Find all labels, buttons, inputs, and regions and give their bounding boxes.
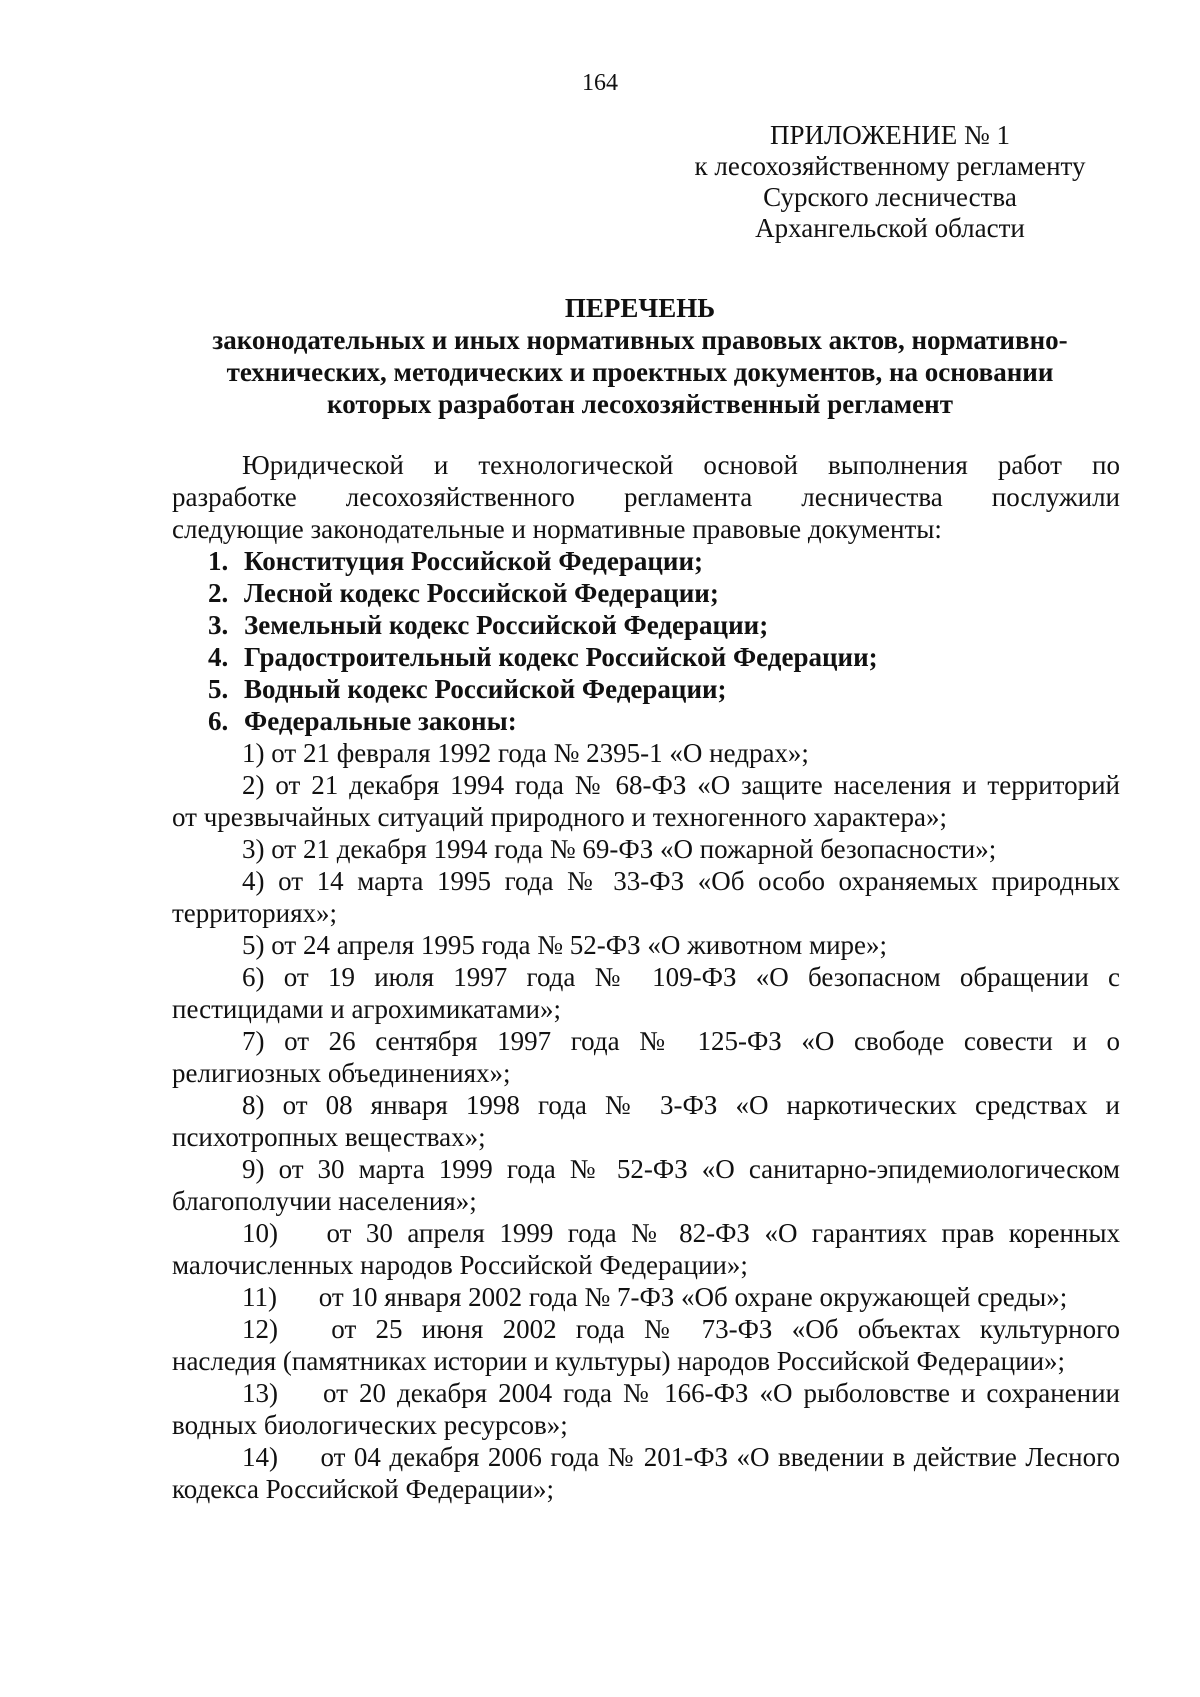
list-item — [172, 545, 1120, 577]
intro-line: Юридической и технологической основой выполнения работ по — [242, 450, 1120, 480]
law-entry — [172, 1441, 1120, 1505]
title-line: законодательных и иных нормативных правовых актов, нормативно- — [212, 325, 1068, 355]
law-first-line — [172, 1281, 1120, 1313]
law-first-line — [172, 769, 1120, 801]
list-item-text: Конституция Российской Федерации; — [244, 546, 703, 576]
law-continuation: психотропных веществах»; — [172, 1122, 486, 1152]
law-text: от 14 марта 1995 года № 33-ФЗ «Об особо охраняемых природных — [278, 866, 1120, 896]
law-entry — [172, 1281, 1120, 1313]
law-first-line — [172, 865, 1120, 897]
list-item-number: 6. — [208, 706, 229, 736]
federal-laws-list — [172, 737, 1120, 1505]
law-text: от 04 декабря 2006 года № 201-ФЗ «О введении в действие Лесного — [320, 1442, 1120, 1472]
law-continuation: благополучии населения»; — [172, 1186, 477, 1216]
law-number: 3) — [242, 834, 265, 864]
appendix-line: Архангельской области — [755, 213, 1025, 243]
law-number: 8) — [242, 1090, 265, 1120]
law-number: 2) — [242, 770, 265, 800]
law-entry — [172, 737, 1120, 769]
law-first-line — [172, 1089, 1120, 1121]
law-entry — [172, 961, 1120, 1025]
law-entry — [172, 1025, 1120, 1089]
law-number: 13) — [242, 1378, 278, 1408]
law-text: от 08 января 1998 года № 3-ФЗ «О наркотических средствах и — [282, 1090, 1120, 1120]
list-item-text: Лесной кодекс Российской Федерации; — [244, 578, 719, 608]
law-entry — [172, 929, 1120, 961]
law-text: от 21 декабря 1994 года № 69-ФЗ «О пожарной безопасности»; — [271, 834, 997, 864]
title-line: технических, методических и проектных документов, на основании — [226, 357, 1054, 387]
law-first-line — [172, 961, 1120, 993]
law-number: 12) — [242, 1314, 278, 1344]
law-number: 5) — [242, 930, 265, 960]
law-number: 14) — [242, 1442, 278, 1472]
list-item — [172, 673, 1120, 705]
law-first-line — [172, 1441, 1120, 1473]
law-text: от 30 марта 1999 года № 52-ФЗ «О санитарно-эпидемиологическом — [278, 1154, 1121, 1184]
law-continuation: водных биологических ресурсов»; — [172, 1410, 568, 1440]
intro-paragraph — [172, 449, 1120, 545]
page-number: 164 — [582, 70, 618, 96]
law-first-line — [172, 1313, 1120, 1345]
law-continuation: кодекса Российской Федерации»; — [172, 1474, 555, 1504]
law-continuation: малочисленных народов Российской Федерации»; — [172, 1250, 748, 1280]
appendix-line: ПРИЛОЖЕНИЕ № 1 — [769, 120, 1011, 150]
law-continuation: наследия (памятниках истории и культуры) народов Российской Федерации»; — [172, 1346, 1066, 1376]
list-item-number: 1. — [208, 546, 229, 576]
law-first-line — [172, 929, 1120, 961]
intro-line: следующие законодательные и нормативные правовые документы: — [172, 514, 942, 544]
list-item-number: 5. — [208, 674, 229, 704]
law-text: от 20 декабря 2004 года № 166-ФЗ «О рыболовстве и сохранении — [323, 1378, 1121, 1408]
law-entry — [172, 769, 1120, 833]
list-item-number: 2. — [208, 578, 229, 608]
law-entry — [172, 1153, 1120, 1217]
law-number: 7) — [242, 1026, 265, 1056]
law-continuation: пестицидами и агрохимикатами»; — [172, 994, 561, 1024]
law-number: 11) — [242, 1282, 277, 1312]
law-text: от 19 июля 1997 года № 109-ФЗ «О безопасном обращении с — [283, 962, 1120, 992]
law-entry — [172, 1313, 1120, 1377]
law-first-line — [172, 1217, 1120, 1249]
list-item — [172, 577, 1120, 609]
list-item-text: Земельный кодекс Российской Федерации; — [244, 610, 769, 640]
law-number: 4) — [242, 866, 265, 896]
law-first-line — [172, 737, 1120, 769]
law-first-line — [172, 1377, 1120, 1409]
list-item-number: 4. — [208, 642, 229, 672]
law-text: от 21 декабря 1994 года № 68-ФЗ «О защите населения и территорий — [275, 770, 1120, 800]
law-entry — [172, 833, 1120, 865]
document-body — [172, 449, 1120, 1505]
law-text: от 25 июня 2002 года № 73-ФЗ «Об объектах культурного — [331, 1314, 1121, 1344]
law-entry — [172, 1377, 1120, 1441]
law-first-line — [172, 833, 1120, 865]
law-first-line — [172, 1153, 1120, 1185]
law-text: от 26 сентября 1997 года № 125-ФЗ «О свободе совести и о — [284, 1026, 1121, 1056]
law-entry — [172, 1089, 1120, 1153]
title-line: которых разработан лесохозяйственный регламент — [327, 389, 953, 419]
law-entry — [172, 1217, 1120, 1281]
title-heading: ПЕРЕЧЕНЬ — [564, 293, 716, 323]
list-item-text: Градостроительный кодекс Российской Федерации; — [244, 642, 878, 672]
law-text: от 30 апреля 1999 года № 82-ФЗ «О гарантиях прав коренных — [326, 1218, 1120, 1248]
intro-line: разработке лесохозяйственного регламента лесничества послужили — [172, 482, 1120, 512]
list-item — [172, 641, 1120, 673]
law-continuation: от чрезвычайных ситуаций природного и техногенного характера»; — [172, 802, 948, 832]
appendix-line: Сурского лесничества — [763, 182, 1017, 212]
list-item-text: Федеральные законы: — [244, 706, 517, 736]
appendix-line: к лесохозяйственному регламенту — [694, 151, 1086, 181]
list-item — [172, 609, 1120, 641]
appendix-header — [680, 120, 1100, 244]
list-item-text: Водный кодекс Российской Федерации; — [244, 674, 727, 704]
law-number: 1) — [242, 738, 265, 768]
list-item-number: 3. — [208, 610, 229, 640]
numbered-list — [172, 545, 1120, 737]
law-text: от 24 апреля 1995 года № 52-ФЗ «О животном мире»; — [271, 930, 888, 960]
law-first-line — [172, 1025, 1120, 1057]
law-text: от 10 января 2002 года № 7-ФЗ «Об охране окружающей среды»; — [318, 1282, 1068, 1312]
law-number: 9) — [242, 1154, 265, 1184]
law-continuation: религиозных объединениях»; — [172, 1058, 511, 1088]
law-entry — [172, 865, 1120, 929]
law-number: 10) — [242, 1218, 278, 1248]
list-item — [172, 705, 1120, 737]
law-text: от 21 февраля 1992 года № 2395-1 «О недрах»; — [271, 738, 809, 768]
law-continuation: территориях»; — [172, 898, 338, 928]
law-number: 6) — [242, 962, 265, 992]
document-title — [150, 292, 1130, 420]
